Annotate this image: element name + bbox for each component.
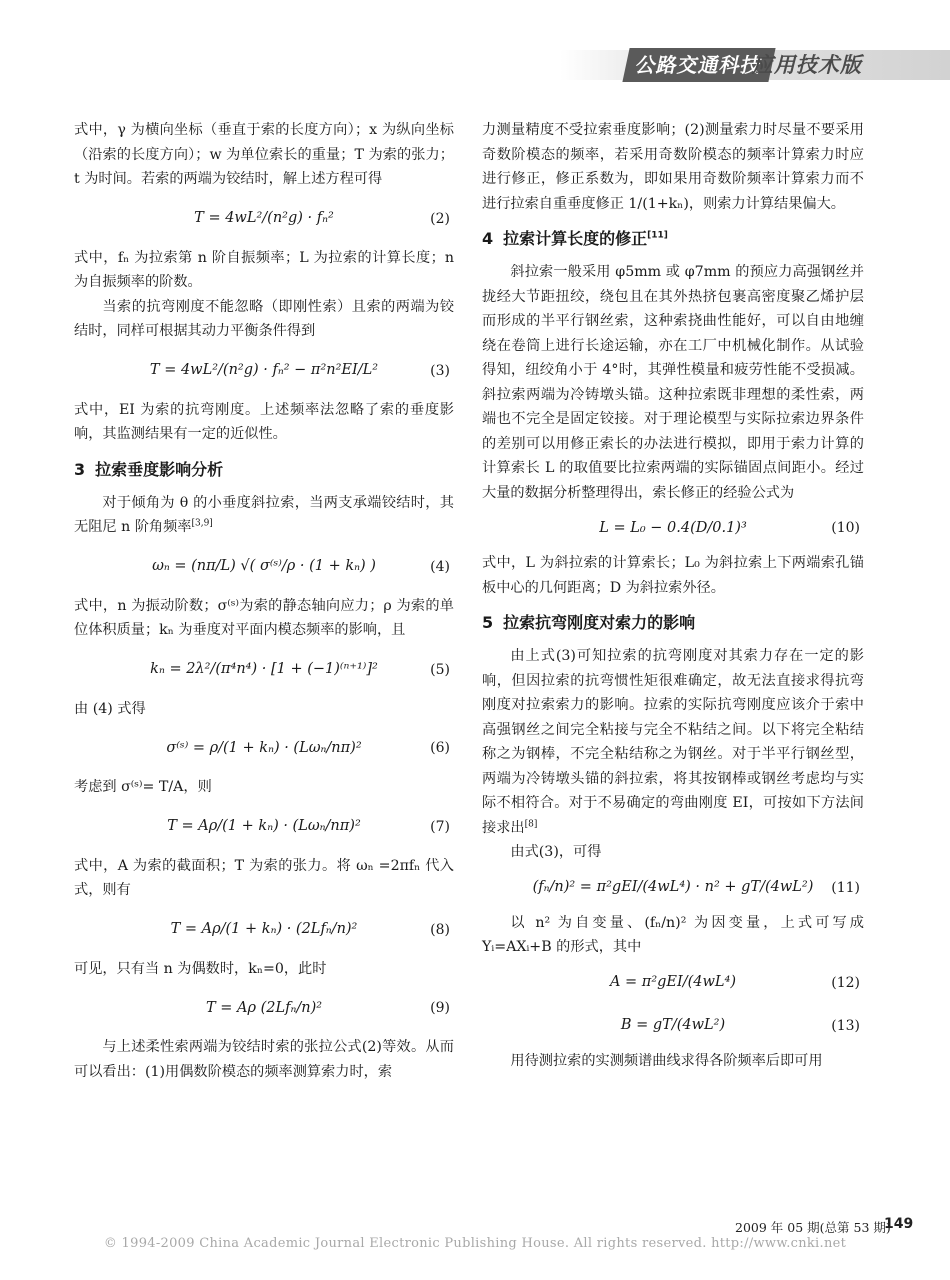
section-title: 拉索垂度影响分析 — [95, 459, 224, 479]
equation-text: σ⁽ˢ⁾ = ρ/(1 + kₙ) · (Lωₙ/nπ)² — [166, 739, 362, 756]
paragraph: 由式(3)，可得 — [510, 844, 602, 860]
section-number: 3 — [74, 459, 86, 479]
equation-6 — [74, 724, 454, 772]
section-heading-4 — [482, 226, 864, 252]
section-number: 4 — [482, 229, 494, 248]
equation-text: L = L₀ − 0.4(D/0.1)³ — [599, 519, 747, 536]
equation-10 — [482, 508, 864, 548]
equation-number: (3) — [430, 362, 450, 379]
equation-3 — [74, 347, 454, 395]
equation-text: ωₙ = (nπ/L) √( σ⁽ˢ⁾/ρ · (1 + kₙ) ) — [152, 558, 376, 575]
paragraph — [74, 491, 454, 540]
equation-text: A = π²gEI/(4wL⁴) — [609, 974, 737, 991]
equation-text: B = gT/(4wL²) — [620, 1017, 726, 1034]
paragraph-text: 由上式(3)可知拉索的抗弯刚度对其索力存在一定的影响，但因拉索的抗弯惯性矩很难确定，故无法直接求得抗弯刚度对拉索索力的影响。拉索的实际抗弯刚度应该介于索中高强钢丝之间完全粘接与完全不粘结之间。以下将完全粘结称之为钢棒，不完全粘结称之为钢丝。对于半平行钢丝型，两端为冷铸墩头锚的斜拉索，将其按钢棒或钢丝考虑均与实际不相符合。对于不易确定的弯曲刚度 EI，可按如下方法间接求出 — [482, 648, 864, 836]
section-number: 5 — [482, 613, 494, 632]
citation: [11] — [647, 230, 668, 241]
paragraph: 以 n² 为自变量、(fₙ/n)² 为因变量，上式可写成 Yᵢ=AXᵢ+B 的形式，其中 — [482, 914, 864, 955]
copyright-notice: © 1994-2009 China Academic Journal Electronic Publishing House. All rights reserved. http://www.cnki.net — [103, 1236, 847, 1251]
paragraph: 式中，fₙ 为拉索第 n 阶自振频率；L 为拉索的计算长度；n 为自振频率的阶数。 — [74, 249, 454, 290]
equation-number: (6) — [430, 739, 450, 756]
equation-5 — [74, 646, 454, 694]
equation-text: T = Aρ/(1 + kₙ) · (2Lfₙ/n)² — [170, 921, 358, 938]
equation-number: (4) — [430, 558, 450, 575]
equation-number: (11) — [831, 879, 860, 896]
paragraph: 用待测拉索的实测频谱曲线求得各阶频率后即可用 — [510, 1052, 823, 1069]
paragraph: 考虑到 σ⁽ˢ⁾= T/A，则 — [74, 779, 212, 795]
equation-number: (8) — [430, 921, 450, 938]
equation-text: (fₙ/n)² = π²gEI/(4wL⁴) · n² + gT/(4wL²) — [532, 879, 814, 896]
section-heading-3 — [74, 457, 454, 483]
equation-text: kₙ = 2λ²/(π⁴n⁴) · [1 + (−1)⁽ⁿ⁺¹⁾]² — [150, 661, 378, 678]
paragraph: 力测量精度不受拉索垂度影响；(2)测量索力时尽量不要采用奇数阶模态的频率，若采用奇数阶模态的频率计算索力时应进行修正，修正系数为，即如果用奇数阶频率计算索力而不进行拉索自重垂度修正 1/(1+kₙ)，则索力计算结果偏大。 — [482, 122, 864, 212]
equation-text: T = Aρ/(1 + kₙ) · (Lωₙ/nπ)² — [167, 818, 361, 835]
equation-11 — [482, 868, 864, 908]
equation-number: (2) — [430, 210, 450, 227]
paragraph: 斜拉索一般采用 φ5mm 或 φ7mm 的预应力高强钢丝并拢经大节距扭绞，绕包且在其外热挤包裹高密度聚乙烯护层而形成的半平行钢丝索，这种索挠曲性能好，可以自由地缠绕在卷筒上进行长途运输，亦在工厂中机械化制作。从试验得知，纽绞角小于 4°时，其弹性模量和疲劳性能不受损减。斜拉索两端为冷铸墩头锚。这种拉索既非理想的柔性索，两端也不完全是固定铰接。对于理论模型与实际拉索边界条件的差别可以用修正索长的办法进行模拟，即用于索力计算的计算索长 L 的取值要比拉索两端的实际锚固点间距小。经过大量的数据分析整理得出，索长修正的经验公式为 — [482, 264, 864, 501]
paragraph: 式中，EI 为索的抗弯刚度。上述频率法忽略了索的垂度影响，其监测结果有一定的近似性。 — [74, 401, 454, 442]
equation-8 — [74, 906, 454, 954]
equation-2 — [74, 195, 454, 243]
left-column — [74, 118, 454, 1084]
issue-label: 2009 年 05 期(总第 53 期) — [735, 1220, 891, 1235]
paragraph: 当索的抗弯刚度不能忽略（即刚性索）且索的两端为铰结时，同样可根据其动力平衡条件得到 — [74, 298, 454, 339]
equation-13 — [482, 1006, 864, 1046]
page-number: 149 — [884, 1216, 914, 1232]
equation-number: (13) — [831, 1017, 860, 1034]
equation-number: (9) — [430, 999, 450, 1016]
paragraph: 式中，γ 为横向坐标（垂直于索的长度方向）；x 为纵向坐标（沿索的长度方向）；w 为单位索长的重量；T 为索的张力；t 为时间。若索的两端为铰结时，解上述方程可得 — [74, 122, 454, 187]
paragraph: 式中，L 为斜拉索的计算索长；L₀ 为斜拉索上下两端索孔锚板中心的几何距离；D 为斜拉索外径。 — [482, 555, 864, 596]
citation: [3,9] — [191, 518, 213, 529]
equation-12 — [482, 963, 864, 1003]
equation-4 — [74, 543, 454, 591]
paragraph: 式中，n 为振动阶数；σ⁽ˢ⁾为索的静态轴向应力；ρ 为索的单位体积质量；kₙ 为垂度对平面内模态频率的影响，且 — [74, 597, 454, 638]
section-title: 拉索计算长度的修正 — [503, 229, 648, 248]
section-title: 拉索抗弯刚度对索力的影响 — [503, 613, 696, 632]
equation-number: (7) — [430, 818, 450, 835]
paragraph — [482, 644, 864, 840]
section-heading-5 — [482, 610, 864, 636]
paragraph: 由 (4) 式得 — [74, 700, 146, 717]
equation-7 — [74, 803, 454, 851]
equation-number: (5) — [430, 661, 450, 678]
equation-text: T = 4wL²/(n²g) · fₙ² — [194, 210, 334, 227]
paragraph: 式中，A 为索的截面积；T 为索的张力。将 ωₙ =2πfₙ 代入式，则有 — [74, 857, 454, 898]
paragraph-text: 对于倾角为 θ 的小垂度斜拉索，当两支承端铰结时，其无阻尼 n 阶角频率 — [74, 494, 454, 535]
right-column — [482, 118, 864, 1073]
journal-name: 公路交通科技 — [622, 48, 775, 82]
paragraph: 与上述柔性索两端为铰结时索的张拉公式(2)等效。从而可以看出：(1)用偶数阶模态的频率测算索力时，索 — [74, 1039, 454, 1080]
equation-number: (12) — [831, 974, 860, 991]
journal-header — [560, 8, 950, 92]
equation-text: T = 4wL²/(n²g) · fₙ² − π²n²EI/L² — [149, 362, 379, 379]
equation-9 — [74, 984, 454, 1032]
equation-number: (10) — [831, 519, 860, 536]
edition-label: 应用技术版 — [752, 53, 862, 77]
citation: [8] — [524, 818, 538, 829]
paragraph: 可见，只有当 n 为偶数时，kₙ=0，此时 — [74, 960, 327, 977]
equation-text: T = Aρ (2Lfₙ/n)² — [205, 999, 323, 1016]
